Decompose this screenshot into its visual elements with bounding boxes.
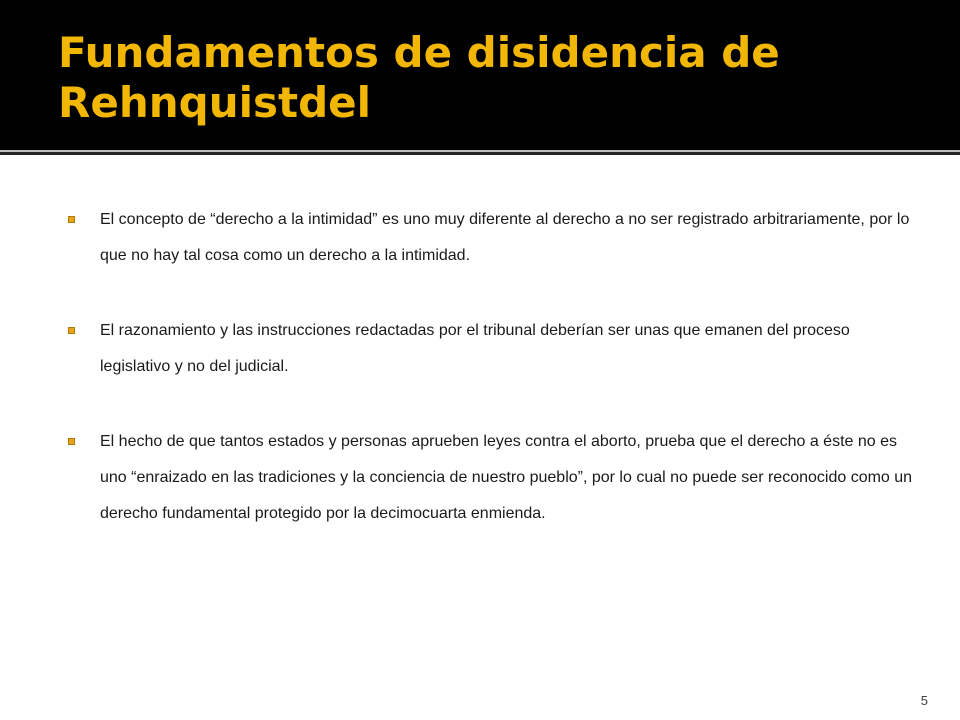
square-bullet-icon [68, 438, 75, 445]
bullet-list [60, 202, 920, 571]
title-bar [0, 0, 960, 150]
square-bullet-icon [68, 327, 75, 334]
bullet-item [60, 424, 920, 532]
bullet-item [60, 313, 920, 385]
square-bullet-icon [68, 216, 75, 223]
bullet-item [60, 202, 920, 274]
bullet-text: El razonamiento y las instrucciones redactadas por el tribunal deberían ser unas que emanen del proceso legislativo y no del judicial. [100, 322, 850, 375]
bullet-text: El hecho de que tantos estados y personas aprueben leyes contra el aborto, prueba que el derecho a éste no es uno “enraizado en las tradiciones y la conciencia de nuestro pueblo”, por lo cual no puede ser reconocido como un derecho fundamental protegido por la decimocuarta enmienda. [100, 433, 913, 522]
bullet-text: El concepto de “derecho a la intimidad” es uno muy diferente al derecho a no ser registrado arbitrariamente, por lo que no hay tal cosa como un derecho a la intimidad. [100, 211, 910, 264]
page-number: 5 [920, 693, 928, 708]
slide-title: Fundamentos de disidencia de Rehnquistdel [58, 28, 780, 127]
title-divider-dark [0, 152, 960, 155]
